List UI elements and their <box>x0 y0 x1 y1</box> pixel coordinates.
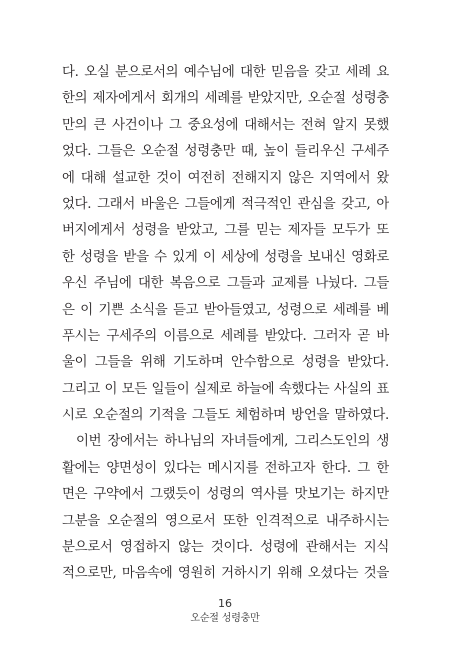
text-line: 한의 제자에게서 회개의 세례를 받았지만, 오순절 성령충 <box>62 91 389 107</box>
text-line: 한 성령을 받을 수 있게 이 세상에 성령을 보내신 영화로 <box>62 249 389 265</box>
text-line: 었다. 그래서 바울은 그들에게 적극적인 관심을 갖고, 아 <box>62 196 389 212</box>
running-title: 오순절 성령충만 <box>190 613 260 624</box>
text-line: 면은 구약에서 그랬듯이 성령의 역사를 맛보기는 하지만 <box>62 487 389 503</box>
text-line: 에 대해 설교한 것이 여전히 전해지지 않은 지역에서 왔 <box>62 170 389 186</box>
text-line: 우신 주님에 대한 복음으로 그들과 교제를 나눴다. 그들 <box>62 276 389 292</box>
text-line: 다. 오실 분으로서의 예수님에 대한 믿음을 갖고 세례 요 <box>62 65 389 80</box>
text-line: 시로 오순절의 기적을 그들도 체험하며 방언을 말하였다. <box>62 408 389 424</box>
text-line: 활에는 양면성이 있다는 메시지를 전하고자 한다. 그 한 <box>62 460 389 476</box>
body-text <box>62 60 389 588</box>
text-line: 은 이 기쁜 소식을 듣고 받아들였고, 성령으로 세례를 베 <box>62 302 389 318</box>
text-line: 울이 그들을 위해 기도하며 안수함으로 성령을 받았다. <box>62 355 389 371</box>
text-line: 적으로만, 마음속에 영원히 거하시기 위해 오셨다는 것을 <box>62 566 389 582</box>
text-line: 만의 큰 사건이나 그 중요성에 대해서는 전혀 알지 못했 <box>62 117 389 133</box>
text-line: 분으로서 영접하지 않는 것이다. 성령에 관해서는 지식 <box>62 540 389 556</box>
page-number: 16 <box>218 597 232 610</box>
text-line: 그분을 오순절의 영으로서 또한 인격적으로 내주하시는 <box>62 513 389 529</box>
text-line: 그리고 이 모든 일들이 실제로 하늘에 속했다는 사실의 표 <box>62 381 389 397</box>
paragraph-first-line: 이번 장에서는 하나님의 자녀들에게, 그리스도인의 생 <box>76 434 389 450</box>
text-line: 푸시는 구세주의 이름으로 세례를 받았다. 그러자 곧 바 <box>62 328 389 344</box>
text-line: 버지에게서 성령을 받았고, 그를 믿는 제자들 모두가 또 <box>62 223 389 239</box>
text-line: 었다. 그들은 오순절 성령충만 때, 높이 들리우신 구세주 <box>62 144 389 160</box>
